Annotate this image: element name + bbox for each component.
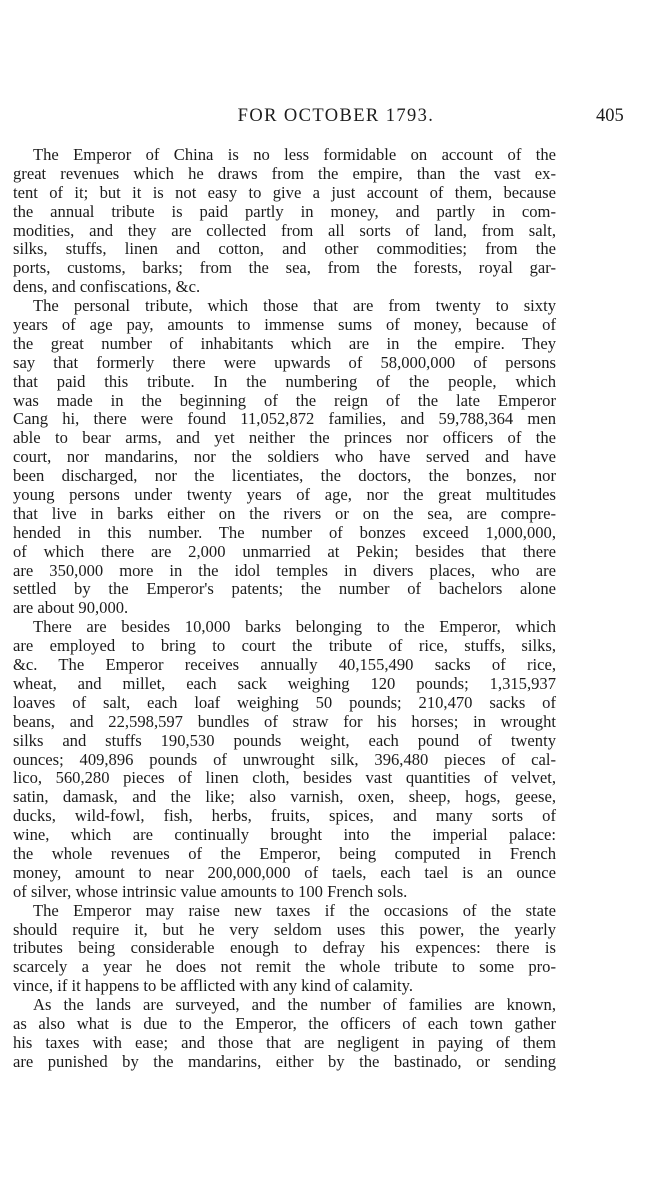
text-line: vince, if it happens to be afflicted with any kind of calamity. [13, 976, 413, 996]
paragraph [13, 996, 556, 1072]
text-line: are employed to bring to court the tribute of rice, stuffs, silks, [13, 636, 556, 656]
text-line: The personal tribute, which those that are from twenty to sixty [33, 296, 556, 316]
text-line: wheat, and millet, each sack weighing 120 pounds; 1,315,937 [13, 673, 556, 693]
text-line: settled by the Emperor's patents; the number of bachelors alone [13, 579, 556, 599]
text-line: his taxes with ease; and those that are negligent in paying of them [13, 1032, 556, 1052]
text-line: of which there are 2,000 unmarried at Pekin; besides that there [13, 541, 556, 561]
body-text [13, 146, 556, 1072]
text-line: of silver, whose intrinsic value amounts to 100 French sols. [13, 881, 408, 901]
text-line: are 350,000 more in the idol temples in divers places, who are [13, 560, 556, 580]
text-line: able to bear arms, and yet neither the princes nor officers of the [13, 428, 556, 448]
text-line: as also what is due to the Emperor, the officers of each town gather [13, 1013, 556, 1033]
text-line: the whole revenues of the Emperor, being computed in French [13, 843, 556, 863]
text-line: ounces; 409,896 pounds of unwrought silk, 396,480 pieces of cal- [13, 749, 556, 769]
text-line: ducks, wild-fowl, fish, herbs, fruits, spices, and many sorts of [13, 806, 556, 826]
text-line: are punished by the mandarins, either by the bastinado, or sending [13, 1051, 556, 1071]
paragraph [13, 297, 556, 618]
text-line: silks and stuffs 190,530 pounds weight, each pound of twenty [13, 730, 556, 750]
text-line: been discharged, nor the licentiates, the doctors, the bonzes, nor [13, 466, 556, 486]
text-line: hended in this number. The number of bonzes exceed 1,000,000, [13, 522, 556, 542]
text-line: dens, and confiscations, &c. [13, 277, 201, 297]
text-line: that paid this tribute. In the numbering of the people, which [13, 371, 556, 391]
page-header-title: FOR OCTOBER 1793. [237, 106, 435, 126]
text-line: beans, and 22,598,597 bundles of straw for his horses; in wrought [13, 711, 556, 731]
page-number: 405 [596, 106, 624, 126]
text-line: loaves of salt, each loaf weighing 50 pounds; 210,470 sacks of [13, 692, 556, 712]
paragraph [13, 146, 556, 297]
text-line: young persons under twenty years of age, nor the great multitudes [13, 485, 556, 505]
paragraph [13, 902, 556, 996]
text-line: tributes being considerable enough to defray his expences: there is [13, 938, 556, 958]
running-head [0, 106, 672, 132]
text-line: that live in barks either on the rivers or on the sea, are compre- [13, 503, 556, 523]
text-line: say that formerly there were upwards of 58,000,000 of persons [13, 352, 556, 372]
text-line: are about 90,000. [13, 598, 129, 618]
text-line: There are besides 10,000 barks belonging to the Emperor, which [33, 617, 556, 637]
text-line: the great number of inhabitants which are in the empire. They [13, 333, 556, 353]
paragraph [13, 618, 556, 901]
text-line: court, nor mandarins, nor the soldiers who have served and have [13, 447, 556, 467]
text-line: The Emperor of China is no less formidable on account of the [33, 145, 556, 164]
text-line: Cang hi, there were found 11,052,872 families, and 59,788,364 men [13, 409, 556, 429]
text-line: lico, 560,280 pieces of linen cloth, besides vast quantities of velvet, [13, 768, 556, 788]
text-line: modities, and they are collected from all sorts of land, from salt, [13, 220, 556, 240]
text-line: was made in the beginning of the reign of the late Emperor [13, 390, 556, 410]
text-line: satin, damask, and the like; also varnish, oxen, sheep, hogs, geese, [13, 787, 556, 807]
text-line: ports, customs, barks; from the sea, from the forests, royal gar- [13, 258, 556, 278]
text-line: scarcely a year he does not remit the whole tribute to some pro- [13, 957, 556, 977]
text-line: wine, which are continually brought into the imperial palace: [13, 825, 556, 845]
text-line: As the lands are surveyed, and the number of families are known, [33, 995, 556, 1015]
text-line: the annual tribute is paid partly in money, and partly in com- [13, 201, 556, 221]
text-line: tent of it; but it is not easy to give a just account of them, because [13, 182, 556, 202]
text-line: &c. The Emperor receives annually 40,155,490 sacks of rice, [13, 655, 556, 675]
text-line: should require it, but he very seldom uses this power, the yearly [13, 919, 556, 939]
text-line: years of age pay, amounts to immense sums of money, because of [13, 315, 556, 335]
text-line: great revenues which he draws from the empire, than the vast ex- [13, 163, 556, 183]
text-line: money, amount to near 200,000,000 of taels, each tael is an ounce [13, 862, 556, 882]
text-line: The Emperor may raise new taxes if the occasions of the state [33, 900, 556, 920]
text-line: silks, stuffs, linen and cotton, and other commodities; from the [13, 239, 556, 259]
